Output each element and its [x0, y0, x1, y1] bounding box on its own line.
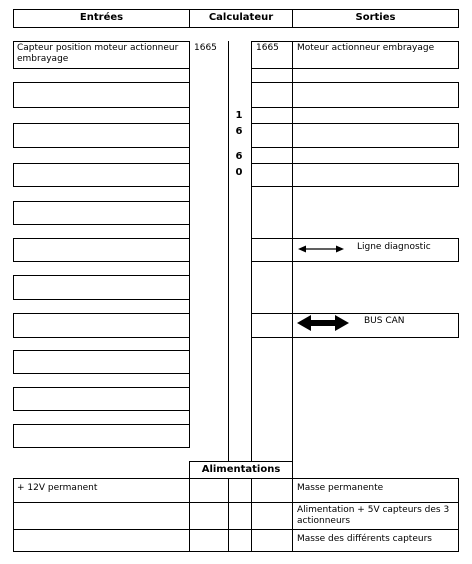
input-clutch-position-sensor: Capteur position moteur actionneur embrayage	[17, 43, 179, 64]
ecu-code-digit: 1	[235, 110, 243, 121]
header-inputs: Entrées	[79, 12, 124, 23]
can-bus-arrow-icon	[297, 315, 349, 331]
pin-left-1665: 1665	[194, 43, 217, 53]
diagnostic-arrow-icon	[298, 244, 344, 254]
output-clutch-actuator-motor: Moteur actionneur embrayage	[297, 43, 435, 53]
ecu-code-digit: 6	[235, 151, 243, 162]
header-ecu: Calculateur	[208, 12, 274, 23]
output-permanent-ground: Masse permanente	[297, 483, 384, 493]
can-bus-label: BUS CAN	[364, 316, 405, 326]
diagnostic-line-label: Ligne diagnostic	[357, 242, 431, 252]
power-supplies-header: Alimentations	[201, 464, 281, 475]
header-outputs: Sorties	[355, 12, 396, 23]
ecu-code-digit: 6	[235, 126, 243, 137]
pin-right-1665: 1665	[256, 43, 279, 53]
output-5v-sensor-supply: Alimentation + 5V capteurs des 3 actionneurs	[297, 505, 450, 526]
output-sensor-grounds: Masse des différents capteurs	[297, 534, 432, 544]
input-12v-permanent: + 12V permanent	[17, 483, 98, 493]
ecu-code-digit: 0	[235, 167, 243, 178]
